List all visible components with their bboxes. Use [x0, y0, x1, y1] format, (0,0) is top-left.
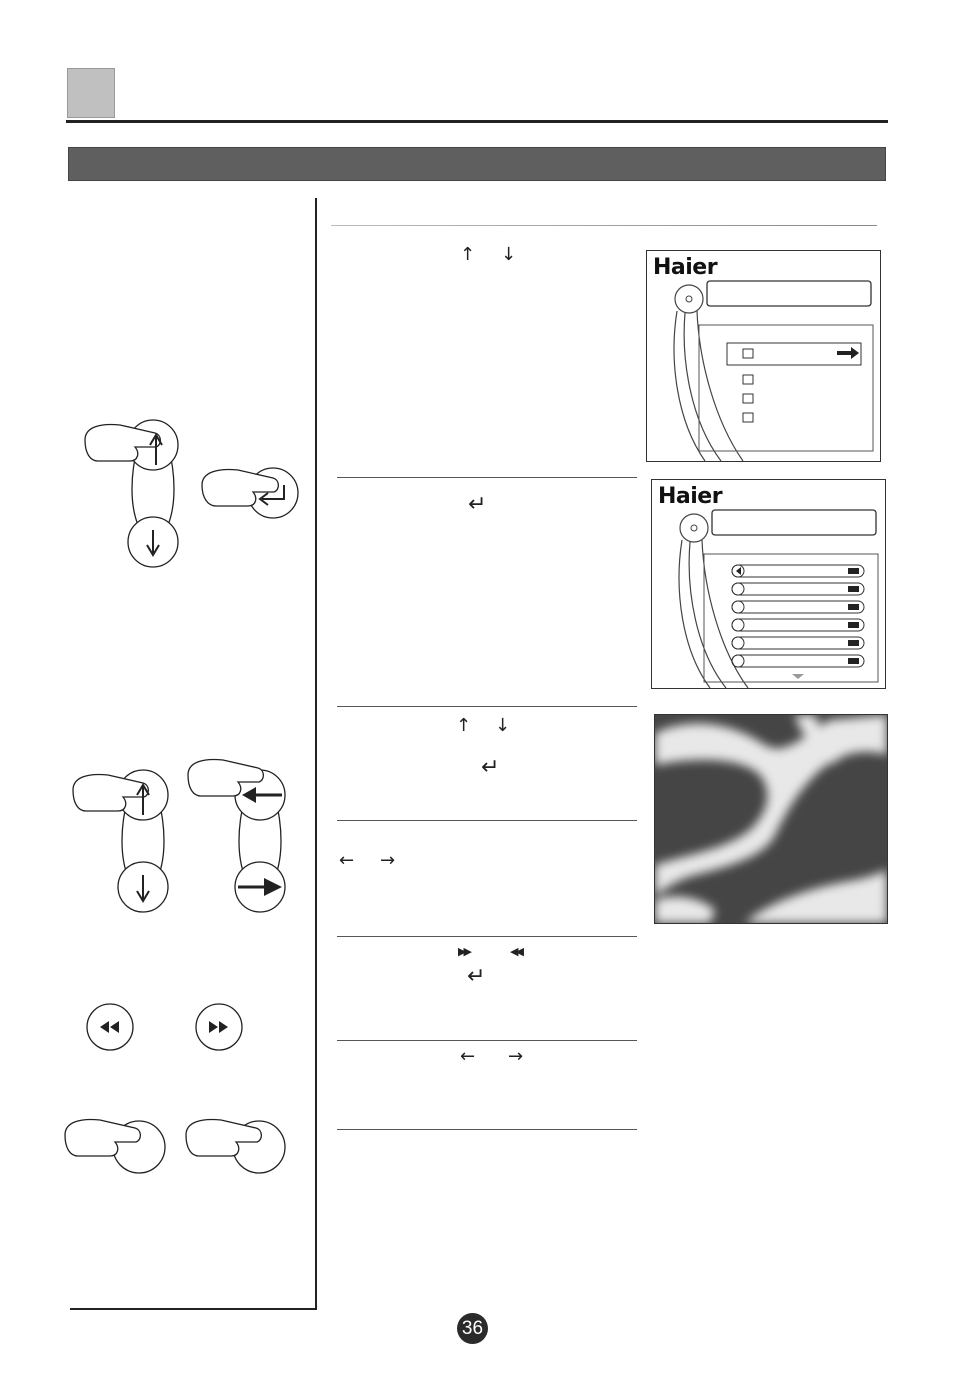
- brand-logo: Haier: [653, 255, 718, 280]
- up-down-enter-remote-illustration: [80, 415, 310, 575]
- page-number-badge: 36: [457, 1313, 488, 1344]
- file-list-graphic: [652, 480, 885, 688]
- step-separator: [337, 477, 637, 478]
- down-arrow-icon: ↓: [495, 715, 511, 736]
- right-arrow-icon: →: [380, 850, 396, 871]
- step-separator: [337, 936, 637, 937]
- nav-arrows-remote-illustration: [70, 757, 300, 917]
- enter-icon: ↵: [468, 492, 487, 517]
- osd-screen-file-list: [651, 479, 886, 689]
- step-separator: [337, 820, 637, 821]
- header-rule: [66, 120, 888, 123]
- down-arrow-icon: ↓: [501, 244, 517, 265]
- step-separator: [337, 706, 637, 707]
- up-arrow-icon: ↑: [456, 715, 472, 736]
- fast-forward-button-illustration: [195, 1003, 245, 1053]
- left-arrow-icon: ←: [460, 1046, 476, 1067]
- cloud-photo-graphic: [655, 715, 887, 923]
- top-separator: [331, 225, 877, 226]
- step-separator: [337, 1040, 637, 1041]
- disc-swirl-graphic: [647, 251, 880, 461]
- left-arrow-icon: ←: [339, 850, 355, 871]
- rewind-icon: ◀◀: [510, 945, 521, 958]
- section-tab: [67, 68, 115, 118]
- column-divider: [315, 198, 317, 1310]
- osd-screen-folder-menu: [646, 250, 881, 462]
- enter-icon: ↵: [467, 964, 486, 989]
- up-arrow-icon: ↑: [460, 244, 476, 265]
- fast-forward-icon: ▶▶: [458, 945, 469, 958]
- section-banner: [68, 147, 886, 181]
- enter-icon: ↵: [481, 755, 500, 780]
- step-separator: [337, 1129, 637, 1130]
- rewind-button-illustration: [86, 1003, 136, 1053]
- right-arrow-icon: →: [508, 1046, 524, 1067]
- left-column-bottom-rule: [70, 1308, 317, 1310]
- press-buttons-illustration: [62, 1113, 292, 1177]
- brand-logo: Haier: [658, 484, 723, 509]
- photo-preview-image: [654, 714, 888, 924]
